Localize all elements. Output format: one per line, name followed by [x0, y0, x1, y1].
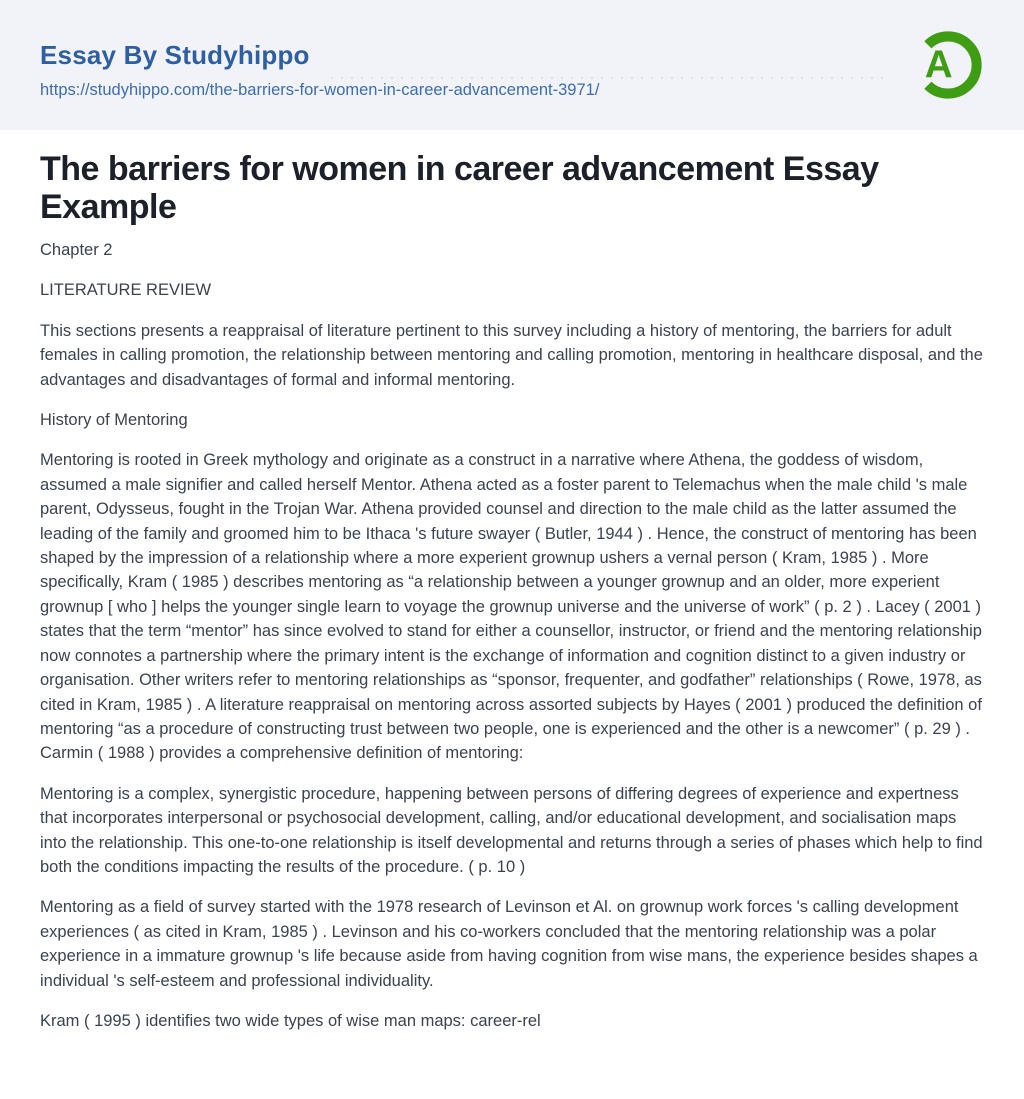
intro-paragraph: This sections presents a reappraisal of literature pertinent to this survey including a history of mentoring, the barriers for adult females in calling promotion, the relationship between mentoring and calling promotion, mentoring in healthcare disposal, and the advantages and disadvantages of formal and informal mentoring.: [40, 321, 983, 389]
paragraph: Mentoring as a field of survey started with the 1978 research of Levinson et Al. on grownup work forces 's calling development experiences ( as cited in Kram, 1985 ) . Levinson and his co-workers concluded that the mentoring relationship was a polar experience in a immature grownup 's life because aside from having cognition from wise mans, the experience besides shapes a individual 's self-esteem and professional individuality.: [40, 898, 978, 990]
dotted-divider: [331, 77, 889, 79]
chapter-label: Chapter 2: [40, 241, 113, 259]
brand-title: Essay By Studyhippo: [40, 40, 310, 70]
source-url-link[interactable]: https://studyhippo.com/the-barriers-for-women-in-career-advancement-3971/: [40, 81, 600, 99]
logo-arc-icon: [906, 21, 990, 109]
essay-title: The barriers for women in career advancement Essay Example: [40, 150, 879, 226]
section-heading: LITERATURE REVIEW: [40, 281, 212, 300]
paragraph: Mentoring is rooted in Greek mythology and originate as a construct in a narrative where Athena, the goddess of wisdom, assumed a male signifier and called herself Mentor. Athena acted as a foster parent to Telemachus when the male child 's male parent, Odysseus, fought in the Trojan War. Athena provided counsel and direction to the male child as the latter assumed the leading of the family and groomed him to be Ithaca 's future swayer ( Butler, 1944 ) . Hence, the construct of mentoring has been shaped by the impression of a relationship where a more experient grownup ushers a vernal person ( Kram, 1985 ) . More specifically, Kram ( 1985 ) describes mentoring as “a relationship between a younger grownup and an older, more experient grownup [ who ] helps the younger single learn to voyage the grownup universe and the universe of work” ( p. 2 ) . Lacey ( 2001 ) states that the term “mentor” has since evolved to stand for either a counsellor, instructor, or friend and the mentoring relationship now connotes a partnership where the primary intent is the exchange of information and cognition distinct to a given industry or organisation. Other writers refer to mentoring relationships as “sponsor, frequenter, and godfather” relationships ( Rowe, 1978, as cited in Kram, 1985 ) . A literature reappraisal on mentoring across assorted subjects by Hayes ( 2001 ) produced the definition of mentoring “as a procedure of constructing trust between two people, one is experienced and the other is a newcomer” ( p. 29 ) . Carmin ( 1988 ) provides a comprehensive definition of mentoring:: [40, 451, 982, 763]
logo-letter: A: [924, 43, 953, 87]
essay-content: [0, 130, 1024, 1033]
studyhippo-logo: [906, 21, 990, 109]
subsection-heading: History of Mentoring: [40, 411, 188, 430]
paragraph: Mentoring is a complex, synergistic procedure, happening between persons of differing degrees of experience and expertness that incorporates interpersonal or psychosocial development, calling, and/or educational development, and socialisation maps into the relationship. This one-to-one relationship is itself developmental and returns through a series of phases which help to find both the conditions impacting the results of the procedure. ( p. 10 ): [40, 784, 983, 876]
paragraph: Kram ( 1995 ) identifies two wide types of wise man maps: career-rel: [40, 1011, 541, 1030]
page-header: [0, 0, 1024, 130]
